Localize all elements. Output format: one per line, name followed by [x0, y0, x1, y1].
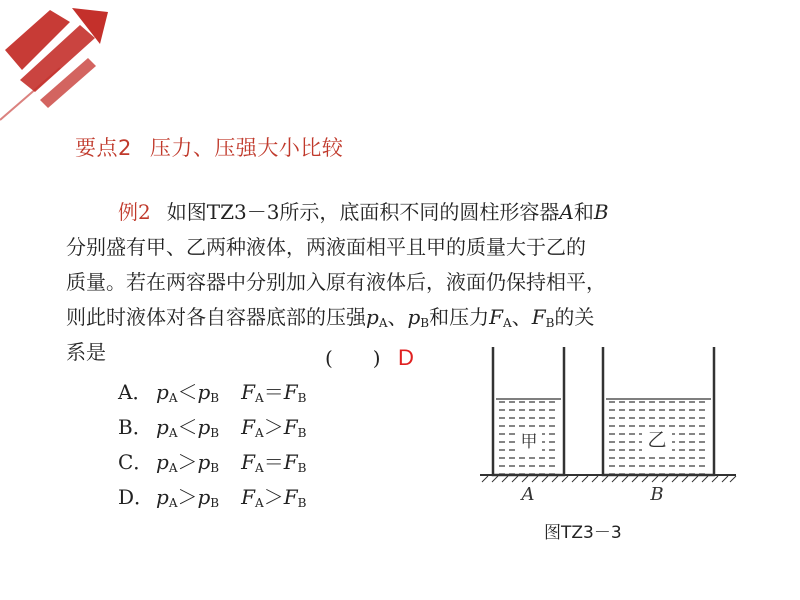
subscript: B — [297, 496, 307, 510]
question-text-segment: 则此时液体对各自容器底部的压强 — [66, 305, 366, 329]
separator: 、 — [387, 305, 408, 329]
question-line-2: 分别盛有甲、乙两种液体，两液面相平且甲的质量大于乙的 — [66, 235, 586, 259]
force-relation: ＞ — [263, 415, 284, 439]
figure-caption: 图TZ3－3 — [544, 523, 622, 543]
option-item — [118, 410, 306, 445]
subscript: B — [297, 461, 307, 475]
ground-hatch — [482, 476, 736, 482]
example-label: 例2 — [118, 200, 151, 224]
pressure-symbol: p — [366, 305, 379, 329]
subscript: A — [503, 316, 512, 330]
separator: 、 — [511, 305, 532, 329]
arrow-logo-icon — [0, 0, 140, 130]
answer-blank: ( ) — [325, 346, 381, 370]
pressure-symbol: p — [156, 380, 169, 404]
question-line-4 — [66, 300, 736, 335]
subscript: A — [255, 461, 264, 475]
option-item — [118, 445, 306, 480]
pressure-relation: ＞ — [177, 485, 198, 509]
option-label: C． — [118, 450, 154, 474]
container-diagram — [478, 342, 738, 507]
pressure-symbol: p — [156, 450, 169, 474]
force-symbol: F — [241, 380, 256, 404]
subscript: A — [255, 496, 264, 510]
subscript: B — [210, 391, 220, 405]
force-symbol: F — [531, 305, 546, 329]
question-line-1 — [66, 195, 736, 230]
var-b: B — [593, 200, 609, 224]
force-relation: ＝ — [263, 380, 284, 404]
pressure-symbol: p — [156, 485, 169, 509]
subscript: B — [297, 391, 307, 405]
force-symbol: F — [241, 450, 256, 474]
force-symbol: F — [283, 450, 298, 474]
option-label: A． — [118, 380, 153, 404]
force-symbol: F — [283, 485, 298, 509]
option-label: D． — [118, 485, 155, 509]
force-symbol: F — [241, 415, 256, 439]
force-symbol: F — [241, 485, 256, 509]
options-list — [118, 375, 306, 515]
container-a-label: A — [521, 484, 535, 505]
force-symbol: F — [283, 415, 298, 439]
container-b-label: B — [650, 484, 664, 505]
option-item — [118, 375, 306, 410]
force-symbol: F — [283, 380, 298, 404]
force-relation: ＝ — [263, 450, 284, 474]
subscript: B — [210, 461, 220, 475]
question-line-3: 质量。若在两容器中分别加入原有液体后，液面仍保持相平， — [66, 270, 606, 294]
option-item — [118, 480, 306, 515]
question-text-segment: 如图TZ3－3所示，底面积不同的圆柱形容器 — [166, 200, 560, 224]
pressure-symbol: p — [197, 485, 211, 509]
subscript: A — [168, 461, 178, 475]
subscript: A — [255, 391, 264, 405]
liquid-yi-label: 乙 — [647, 429, 667, 451]
pressure-symbol: p — [156, 415, 169, 439]
question-text-segment: 的关 — [554, 305, 595, 329]
pressure-symbol: p — [197, 450, 211, 474]
question-line-5: 系是 — [66, 340, 106, 364]
subscript: A — [168, 391, 178, 405]
force-relation: ＞ — [263, 485, 284, 509]
subscript: B — [210, 496, 220, 510]
pressure-symbol: p — [197, 380, 211, 404]
subscript: A — [168, 426, 178, 440]
subscript: A — [378, 316, 388, 330]
pressure-relation: ＜ — [177, 380, 198, 404]
answer-text: D — [398, 345, 414, 370]
section-title-text: 压力、压强大小比较 — [149, 136, 344, 160]
subscript: B — [210, 426, 220, 440]
pressure-relation: ＞ — [177, 450, 198, 474]
section-number: 要点2 — [75, 136, 132, 160]
force-symbol: F — [489, 305, 504, 329]
option-label: B． — [118, 415, 153, 439]
subscript: A — [168, 496, 178, 510]
question-text-segment: 和压力 — [429, 305, 490, 329]
subscript: B — [420, 316, 430, 330]
subscript: B — [297, 426, 307, 440]
pressure-symbol: p — [197, 415, 211, 439]
liquid-jia-label: 甲 — [520, 432, 538, 452]
question-text-segment: 和 — [573, 200, 594, 224]
subscript: B — [545, 316, 555, 330]
section-heading — [75, 132, 343, 162]
pressure-symbol: p — [407, 305, 421, 329]
pressure-relation: ＜ — [177, 415, 198, 439]
subscript: A — [255, 426, 264, 440]
var-a: A — [559, 200, 574, 224]
